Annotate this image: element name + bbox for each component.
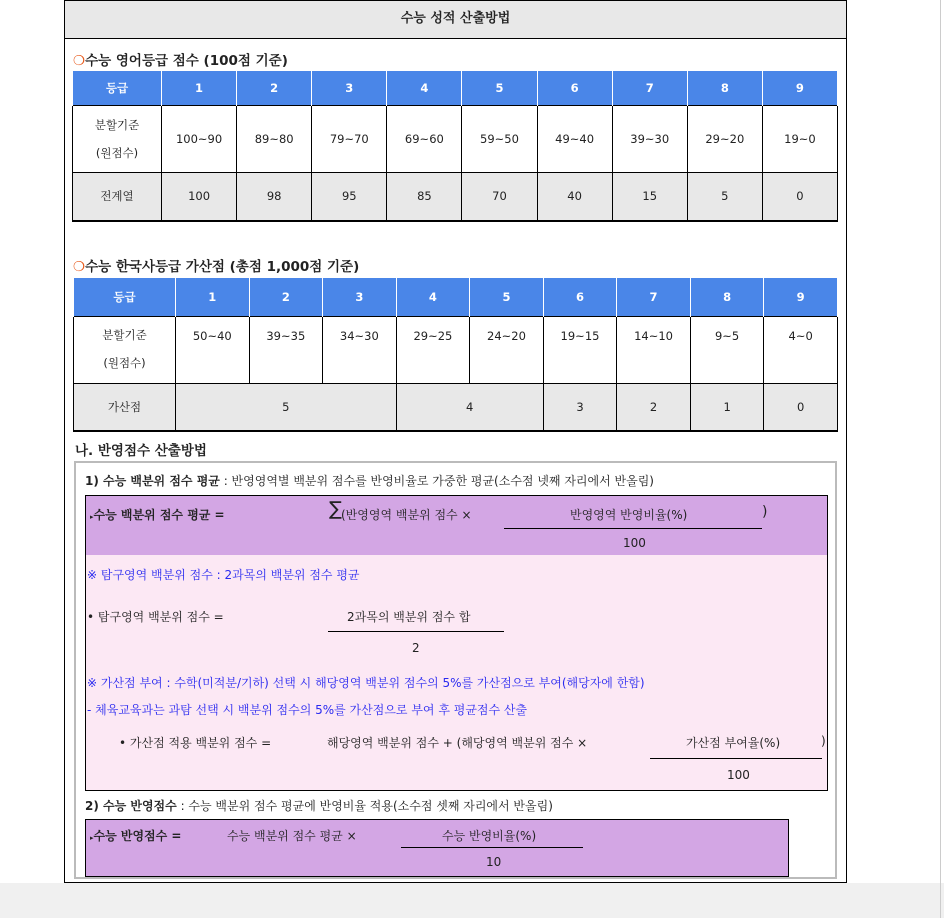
formula4-numerator: 수능 반영비율(%) [442, 829, 537, 843]
grade-cell: 3 [323, 278, 397, 316]
row-label: 전계열 [73, 172, 162, 221]
content-panel [64, 0, 847, 883]
grade-cell: 8 [690, 278, 764, 316]
row-label: 분할기준 (원점수) [74, 316, 176, 383]
formula4-label: ▸수능 반영점수 = [90, 829, 182, 843]
history-heading: ❍수능 한국사등급 가산점 (총점 1,000점 기준) [73, 259, 360, 275]
method-box [74, 461, 837, 879]
range-cell: 19~0 [762, 105, 837, 172]
formula1-numerator: 반영영역 반영비율(%) [570, 508, 688, 522]
range-cell: 89~80 [237, 105, 312, 172]
grade-cell: 2 [237, 71, 312, 105]
note-pe: - 체육교육과는 과탐 선택 시 백분위 점수의 5%를 가산점으로 부여 후 평균점수 산출 [87, 703, 528, 717]
range-cell: 39~35 [249, 316, 323, 383]
range-cell: 34~30 [323, 316, 397, 383]
formula-box-2 [85, 819, 789, 877]
range-cell: 29~25 [396, 316, 470, 383]
range-cell: 39~30 [612, 105, 687, 172]
range-cell: 49~40 [537, 105, 612, 172]
formula3-left: 해당영역 백분위 점수 + (해당영역 백분위 점수 × [327, 736, 588, 750]
score-cell: 70 [462, 172, 537, 221]
formula3-denominator: 100 [727, 768, 750, 782]
grade-cell: 4 [387, 71, 462, 105]
scrollbar-edge [940, 0, 941, 918]
grade-cell: 1 [176, 278, 250, 316]
bonus-cell: 3 [543, 383, 617, 431]
bonus-cell: 2 [617, 383, 691, 431]
formula1-close: ) [762, 504, 768, 520]
grade-cell: 6 [537, 71, 612, 105]
range-cell: 79~70 [312, 105, 387, 172]
score-cell: 15 [612, 172, 687, 221]
section2-title: 2) 수능 반영점수 : 수능 백분위 점수 평균에 반영비율 적용(소수점 셋째 자리에서 반올림) [85, 799, 553, 813]
bonus-cell: 4 [396, 383, 543, 431]
grade-cell: 8 [687, 71, 762, 105]
grade-cell: 4 [396, 278, 470, 316]
grade-cell: 5 [462, 71, 537, 105]
method-heading: 나. 반영점수 산출방법 [75, 443, 207, 459]
row-label: 가산점 [74, 383, 176, 431]
english-heading: ❍수능 영어등급 점수 (100점 기준) [73, 53, 288, 69]
range-cell: 9~5 [690, 316, 764, 383]
score-cell: 0 [762, 172, 837, 221]
formula2-label: • 탐구영역 백분위 점수 = [87, 610, 224, 624]
grade-cell: 7 [617, 278, 691, 316]
formula3-label: • 가산점 적용 백분위 점수 = [119, 736, 272, 750]
range-cell: 24~20 [470, 316, 544, 383]
bonus-cell: 1 [690, 383, 764, 431]
formula-header [86, 496, 827, 555]
bonus-cell: 5 [176, 383, 397, 431]
bonus-cell: 0 [764, 383, 838, 431]
header-cell: 등급 [74, 278, 176, 316]
grade-cell: 9 [762, 71, 837, 105]
sigma-icon: ∑ [329, 498, 342, 520]
grade-cell: 7 [612, 71, 687, 105]
score-cell: 5 [687, 172, 762, 221]
range-cell: 19~15 [543, 316, 617, 383]
formula3-numerator: 가산점 부여율(%) [686, 736, 781, 750]
formula4-left: 수능 백분위 점수 평균 × [227, 829, 357, 843]
formula2-denominator: 2 [412, 641, 420, 655]
score-cell: 85 [387, 172, 462, 221]
section1-title: 1) 수능 백분위 점수 평균 : 반영영역별 백분위 점수를 반영비율로 가중한 평균(소수점 넷째 자리에서 반올림) [85, 474, 654, 488]
formula4-denominator: 10 [486, 855, 502, 869]
formula3-close: ) [821, 734, 826, 748]
range-cell: 59~50 [462, 105, 537, 172]
range-cell: 14~10 [617, 316, 691, 383]
range-cell: 69~60 [387, 105, 462, 172]
score-cell: 40 [537, 172, 612, 221]
grade-cell: 2 [249, 278, 323, 316]
english-grade-table [72, 71, 838, 222]
page-bottom [0, 883, 944, 918]
range-cell: 50~40 [176, 316, 250, 383]
row-label: 분할기준 (원점수) [73, 105, 162, 172]
grade-cell: 9 [764, 278, 838, 316]
grade-cell: 1 [162, 71, 237, 105]
grade-cell: 6 [543, 278, 617, 316]
formula1-left: (반영영역 백분위 점수 × [341, 508, 472, 522]
grade-cell: 5 [470, 278, 544, 316]
range-cell: 100~90 [162, 105, 237, 172]
formula-box-1 [85, 495, 828, 791]
formula1-label: ▸수능 백분위 점수 평균 = [90, 508, 225, 522]
header-cell: 등급 [73, 71, 162, 105]
history-grade-table [73, 278, 838, 432]
score-cell: 100 [162, 172, 237, 221]
formula1-denominator: 100 [623, 536, 646, 550]
score-cell: 98 [237, 172, 312, 221]
page-title: 수능 성적 산출방법 [65, 1, 846, 39]
range-cell: 29~20 [687, 105, 762, 172]
score-cell: 95 [312, 172, 387, 221]
formula2-numerator: 2과목의 백분위 점수 합 [347, 610, 471, 624]
note-explore: ※ 탐구영역 백분위 점수 : 2과목의 백분위 점수 평균 [87, 568, 360, 582]
grade-cell: 3 [312, 71, 387, 105]
range-cell: 4~0 [764, 316, 838, 383]
note-bonus: ※ 가산점 부여 : 수학(미적분/기하) 선택 시 해당영역 백분위 점수의 5%를 가산점으로 부여(해당자에 한함) [87, 676, 645, 690]
